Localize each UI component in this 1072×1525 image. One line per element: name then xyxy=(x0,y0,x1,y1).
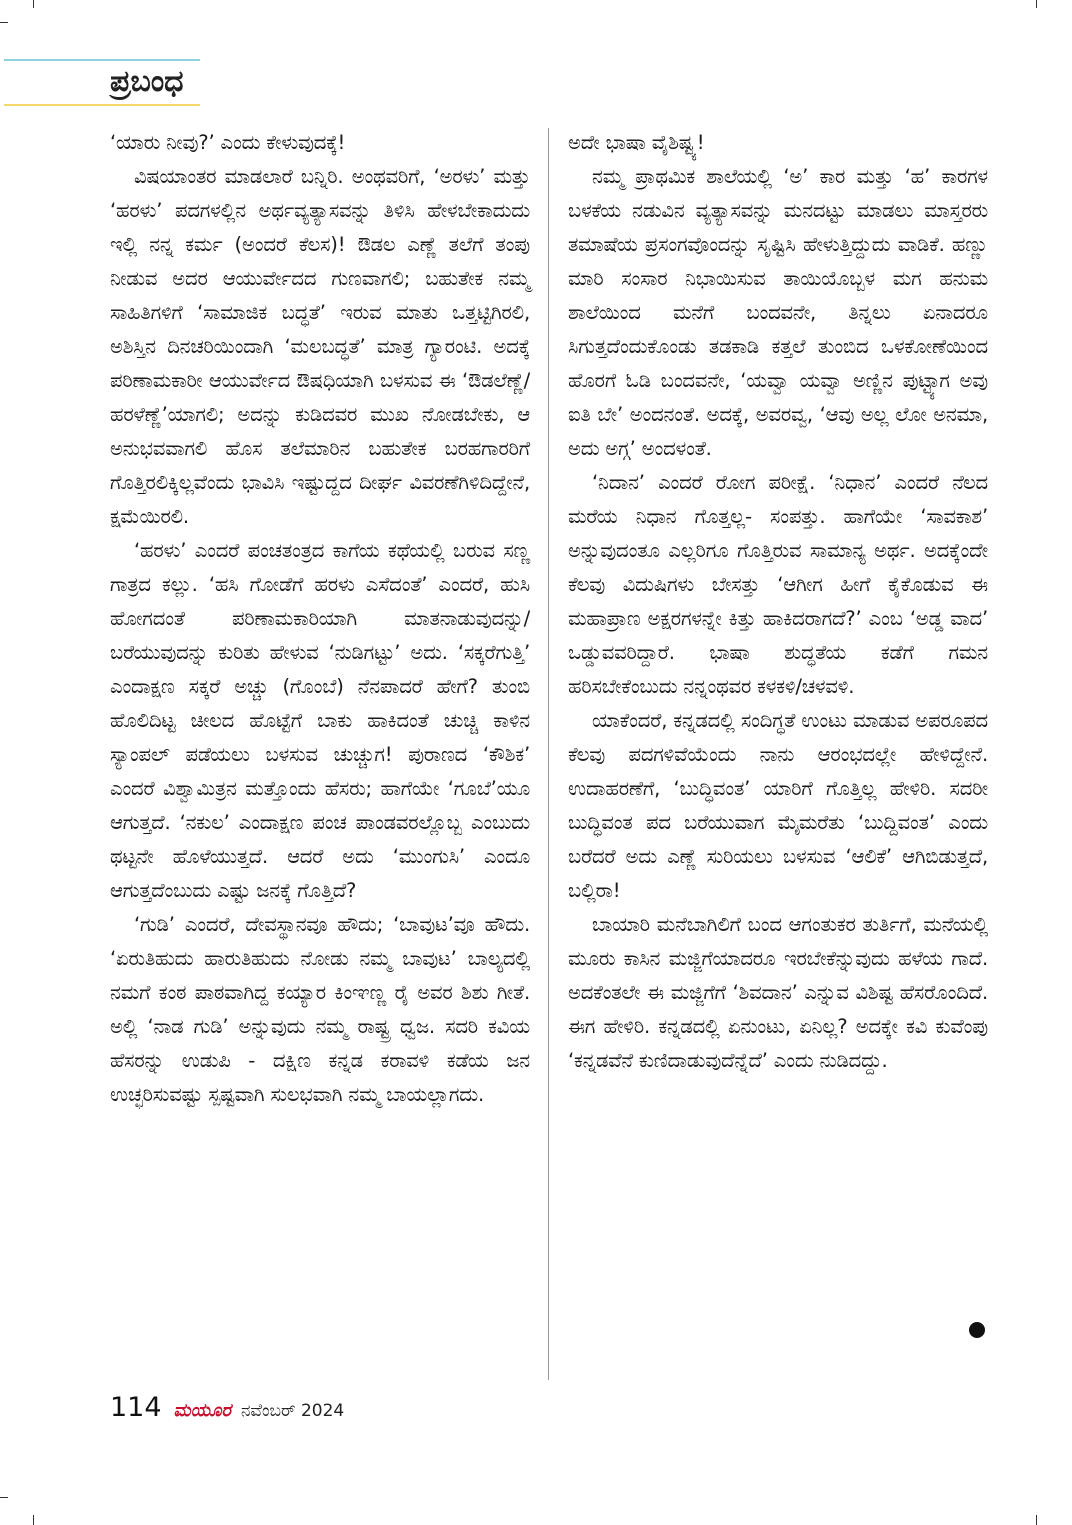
article-column-left xyxy=(110,126,530,1112)
paragraph: ಬಾಯಾರಿ ಮನೆಬಾಗಿಲಿಗೆ ಬಂದ ಆಗಂತುಕರ ತುರ್ತಿಗೆ, ಮನೆಯಲ್ಲಿ ಮೂರು ಕಾಸಿನ ಮಜ್ಜಿಗೆಯಾದರೂ ಇರಬೇಕೆನ್ನುವುದು ಹಳೆಯ ಗಾದೆ. ಅದಕೆಂತಲೇ ಈ ಮಜ್ಜಿಗೆಗೆ ‘ಶಿವದಾನ’ ಎನ್ನುವ ವಿಶಿಷ್ಟ ಹೆಸರೊಂದಿದೆ. ಈಗ ಹೇಳಿರಿ. ಕನ್ನಡದಲ್ಲಿ ಏನುಂಟು, ಏನಿಲ್ಲ? ಅದಕ್ಕೇ ಕವಿ ಕುವೆಂಪು ‘ಕನ್ನಡವೆನೆ ಕುಣಿದಾಡುವುದೆನ್ನೆದೆ’ ಎಂದು ನುಡಿದದ್ದು. xyxy=(568,913,988,1072)
section-label: ಪ್ರಬಂಧ xyxy=(110,64,184,99)
issue-date: ನವೆಂಬರ್ 2024 xyxy=(240,1401,345,1421)
paragraph: ‘ಯಾರು ನೀವು?’ ಎಂದು ಕೇಳುವುದಕ್ಕೆ! xyxy=(110,131,346,154)
paragraph: ಅದೇ ಭಾಷಾ ವೈಶಿಷ್ಟ್ಯ! xyxy=(568,131,705,154)
crop-mark xyxy=(33,0,34,8)
page-number: 114 xyxy=(110,1392,162,1423)
paragraph: ‘ಗುಡಿ’ ಎಂದರೆ, ದೇವಸ್ಥಾನವೂ ಹೌದು; ‘ಬಾವುಟ’ವೂ ಹೌದು. ‘ಏರುತಿಹುದು ಹಾರುತಿಹುದು ನೋಡು ನಮ್ಮ ಬಾವುಟ’ ಬಾಲ್ಯದಲ್ಲಿ ನಮಗೆ ಕಂಠ ಪಾಠವಾಗಿದ್ದ ಕಯ್ಯಾರ ಕಿಂಞಣ್ಣ ರೈ ಅವರ ಶಿಶು ಗೀತೆ. ಅಲ್ಲಿ ‘ನಾಡ ಗುಡಿ’ ಅನ್ನುವುದು ನಮ್ಮ ರಾಷ್ಟ್ರ ಧ್ವಜ. ಸದರಿ ಕವಿಯ ಹೆಸರನ್ನು ಉಡುಪಿ - ದಕ್ಷಿಣ ಕನ್ನಡ ಕರಾವಳಿ ಕಡೆಯ ಜನ ಉಚ್ಛರಿಸುವಷ್ಟು ಸ್ಪಷ್ಟವಾಗಿ ಸುಲಭವಾಗಿ ನಮ್ಮ ಬಾಯಲ್ಲಾಗದು. xyxy=(110,913,530,1106)
crop-mark xyxy=(0,22,8,23)
paragraph: ನಮ್ಮ ಪ್ರಾಥಮಿಕ ಶಾಲೆಯಲ್ಲಿ ‘ಅ’ ಕಾರ ಮತ್ತು ‘ಹ’ ಕಾರಗಳ ಬಳಕೆಯ ನಡುವಿನ ವ್ಯತ್ಯಾಸವನ್ನು ಮನದಟ್ಟು ಮಾಡಲು ಮಾಸ್ತರರು ತಮಾಷೆಯ ಪ್ರಸಂಗವೊಂದನ್ನು ಸೃಷ್ಟಿಸಿ ಹೇಳುತ್ತಿದ್ದುದು ವಾಡಿಕೆ. ಹಣ್ಣು ಮಾರಿ ಸಂಸಾರ ನಿಭಾಯಿಸುವ ತಾಯಿಯೊಬ್ಬಳ ಮಗ ಹನುಮ ಶಾಲೆಯಿಂದ ಮನೆಗೆ ಬಂದವನೇ, ತಿನ್ನಲು ಏನಾದರೂ ಸಿಗುತ್ತದೆಂದುಕೊಂಡು ತಡಕಾಡಿ ಕತ್ತಲೆ ತುಂಬಿದ ಒಳಕೋಣೆಯಿಂದ ಹೊರಗೆ ಓಡಿ ಬಂದವನೇ, ‘ಯವ್ವಾ ಯವ್ವಾ ಅಣ್ಣಿನ ಪುಟ್ಟ್ಯಾಗ ಅವು ಐತಿ ಬೇ’ ಅಂದನಂತೆ. ಅದಕ್ಕೆ, ಅವರವ್ವ, ‘ಆವು ಅಲ್ಲ ಲೋ ಅನಮಾ, ಅದು ಅಗ್ಗ’ ಅಂದಳಂತೆ. xyxy=(568,165,988,460)
section-rule-top xyxy=(4,59,200,61)
paragraph: ‘ನಿದಾನ’ ಎಂದರೆ ರೋಗ ಪರೀಕ್ಷೆ. ‘ನಿಧಾನ’ ಎಂದರೆ ನೆಲದ ಮರೆಯ ನಿಧಾನ ಗೊತ್ತಲ್ಲ- ಸಂಪತ್ತು. ಹಾಗೆಯೇ ‘ಸಾವಕಾಶ’ ಅನ್ನುವುದಂತೂ ಎಲ್ಲರಿಗೂ ಗೊತ್ತಿರುವ ಸಾಮಾನ್ಯ ಅರ್ಥ. ಅದಕ್ಕೆಂದೇ ಕೆಲವು ವಿದುಷಿಗಳು ಬೇಸತ್ತು ‘ಆಗೀಗ ಹೀಗೆ ಕೈಕೊಡುವ ಈ ಮಹಾಪ್ರಾಣ ಅಕ್ಷರಗಳನ್ನೇ ಕಿತ್ತು ಹಾಕಿದರಾಗದೆ?’ ಎಂಬ ‘ಅಡ್ಡ ವಾದ’ ಒಡ್ಡುವವರಿದ್ದಾರೆ. ಭಾಷಾ ಶುದ್ಧತೆಯ ಕಡೆಗೆ ಗಮನ ಹರಿಸಬೇಕೆಂಬುದು ನನ್ನಂಥವರ ಕಳಕಳಿ/ಚಳವಳಿ. xyxy=(568,471,988,698)
crop-mark xyxy=(1036,1515,1037,1525)
column-divider xyxy=(548,128,549,1380)
paragraph: ವಿಷಯಾಂತರ ಮಾಡಲಾರೆ ಬನ್ನಿರಿ. ಅಂಥವರಿಗೆ, ‘ಅರಳು’ ಮತ್ತು ‘ಹರಳು’ ಪದಗಳಲ್ಲಿನ ಅರ್ಥವ್ಯತ್ಯಾಸವನ್ನು ತಿಳಿಸಿ ಹೇಳಬೇಕಾದುದು ಇಲ್ಲಿ ನನ್ನ ಕರ್ಮ (ಅಂದರೆ ಕೆಲಸ)! ಔಡಲ ಎಣ್ಣೆ ತಲೆಗೆ ತಂಪು ನೀಡುವ ಅದರ ಆಯುರ್ವೇದದ ಗುಣವಾಗಲಿ; ಬಹುತೇಕ ನಮ್ಮ ಸಾಹಿತಿಗಳಿಗೆ ‘ಸಾಮಾಜಿಕ ಬದ್ಧತೆ’ ಇರುವ ಮಾತು ಒತ್ತಟ್ಟಿಗಿರಲಿ, ಅಶಿಸ್ತಿನ ದಿನಚರಿಯಿಂದಾಗಿ ‘ಮಲಬದ್ಧತೆ’ ಮಾತ್ರ ಗ್ಯಾರಂಟಿ. ಅದಕ್ಕೆ ಪರಿಣಾಮಕಾರೀ ಆಯುರ್ವೇದ ಔಷಧಿಯಾಗಿ ಬಳಸುವ ಈ ‘ಔಡಲೆಣ್ಣೆ/ಹರಳೆಣ್ಣೆ’ಯಾಗಲಿ; ಅದನ್ನು ಕುಡಿದವರ ಮುಖ ನೋಡಬೇಕು, ಆ ಅನುಭವವಾಗಲಿ ಹೊಸ ತಲೆಮಾರಿನ ಬಹುತೇಕ ಬರಹಗಾರರಿಗೆ ಗೊತ್ತಿರಲಿಕ್ಕಿಲ್ಲವೆಂದು ಭಾವಿಸಿ ಇಷ್ಟುದ್ದದ ದೀರ್ಘ ವಿವರಣೆಗಿಳಿದಿದ್ದೇನೆ, ಕ್ಷಮೆಯಿರಲಿ. xyxy=(110,165,530,528)
magazine-logo: ಮಯೂರ xyxy=(173,1400,231,1421)
page-footer xyxy=(110,1392,344,1432)
crop-mark xyxy=(0,1497,8,1498)
crop-mark xyxy=(33,1515,34,1525)
crop-mark xyxy=(1036,0,1037,8)
paragraph: ಯಾಕೆಂದರೆ, ಕನ್ನಡದಲ್ಲಿ ಸಂದಿಗ್ಧತೆ ಉಂಟು ಮಾಡುವ ಅಪರೂಪದ ಕೆಲವು ಪದಗಳಿವೆಯೆಂದು ನಾನು ಆರಂಭದಲ್ಲೇ ಹೇಳಿದ್ದೇನೆ. ಉದಾಹರಣೆಗೆ, ‘ಬುದ್ಧಿವಂತ’ ಯಾರಿಗೆ ಗೊತ್ತಿಲ್ಲ ಹೇಳಿರಿ. ಸದರೀ ಬುದ್ಧಿವಂತ ಪದ ಬರೆಯುವಾಗ ಮೈಮರೆತು ‘ಬುದ್ದಿವಂತ’ ಎಂದು ಬರೆದರೆ ಅದು ಎಣ್ಣೆ ಸುರಿಯಲು ಬಳಸುವ ‘ಆಲಿಕೆ’ ಆಗಿಬಿಡುತ್ತದೆ, ಬಲ್ಲಿರಾ! xyxy=(568,709,988,902)
end-of-article-bullet xyxy=(969,1322,985,1338)
section-rule-bottom xyxy=(4,104,200,106)
article-column-right xyxy=(568,126,988,1078)
paragraph: ‘ಹರಳು’ ಎಂದರೆ ಪಂಚತಂತ್ರದ ಕಾಗೆಯ ಕಥೆಯಲ್ಲಿ ಬರುವ ಸಣ್ಣ ಗಾತ್ರದ ಕಲ್ಲು. ‘ಹಸಿ ಗೋಡೆಗೆ ಹರಳು ಎಸೆದಂತೆ’ ಎಂದರೆ, ಹುಸಿ ಹೋಗದಂತೆ ಪರಿಣಾಮಕಾರಿಯಾಗಿ ಮಾತನಾಡುವುದನ್ನು/ ಬರೆಯುವುದನ್ನು ಕುರಿತು ಹೇಳುವ ‘ನುಡಿಗಟ್ಟು’ ಅದು. ‘ಸಕ್ಕರೆಗುತ್ತಿ’ ಎಂದಾಕ್ಷಣ ಸಕ್ಕರೆ ಅಚ್ಚು (ಗೊಂಬೆ) ನೆನಪಾದರೆ ಹೇಗೆ? ತುಂಬಿ ಹೊಲಿದಿಟ್ಟ ಚೀಲದ ಹೊಟ್ಟೆಗೆ ಬಾಕು ಹಾಕಿದಂತೆ ಚುಚ್ಚಿ ಕಾಳಿನ ಸ್ಯಾಂಪಲ್ ಪಡೆಯಲು ಬಳಸುವ ಚುಚ್ಚುಗ! ಪುರಾಣದ ‘ಕೌಶಿಕ’ ಎಂದರೆ ವಿಶ್ವಾಮಿತ್ರನ ಮತ್ತೊಂದು ಹೆಸರು; ಹಾಗೆಯೇ ‘ಗೂಬೆ’ಯೂ ಆಗುತ್ತದೆ. ‘ನಕುಲ’ ಎಂದಾಕ್ಷಣ ಪಂಚ ಪಾಂಡವರಲ್ಲೊಬ್ಬ ಎಂಬುದು ಥಟ್ಟನೇ ಹೊಳೆಯುತ್ತದೆ. ಆದರೆ ಅದು ‘ಮುಂಗುಸಿ’ ಎಂದೂ ಆಗುತ್ತದೆಂಬುದು ಎಷ್ಟು ಜನಕ್ಕೆ ಗೊತ್ತಿದೆ? xyxy=(110,539,530,902)
